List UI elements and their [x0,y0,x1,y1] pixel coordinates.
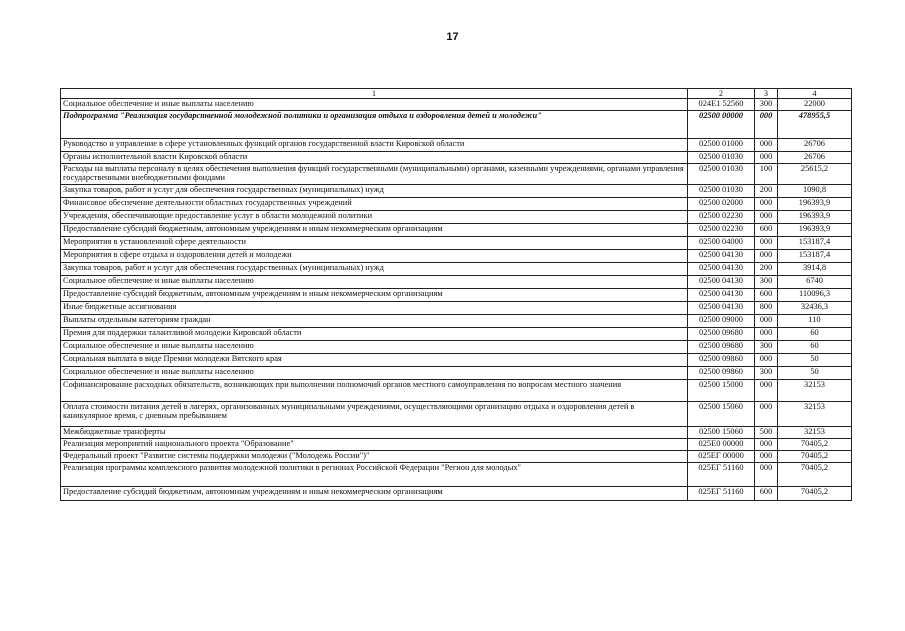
row-code-cell: 02500 15060 [688,427,755,439]
row-vr-cell: 800 [755,302,778,315]
row-name-cell: Социальное обеспечение и иные выплаты населению [61,341,688,354]
row-vr-cell: 100 [755,164,778,185]
row-sum-cell: 110096,3 [778,289,852,302]
row-code-cell: 025EГ 51160 [688,463,755,487]
row-sum-cell: 70405,2 [778,451,852,463]
header-col-2: 2 [688,89,755,99]
row-code-cell: 02500 09860 [688,354,755,367]
row-vr-cell: 000 [755,439,778,451]
row-name-cell: Реализация мероприятий национального проекта "Образование" [61,439,688,451]
row-sum-cell: 25615,2 [778,164,852,185]
header-col-3: 3 [755,89,778,99]
row-code-cell: 02500 04130 [688,302,755,315]
row-code-cell: 02500 04130 [688,289,755,302]
row-sum-cell: 70405,2 [778,487,852,501]
row-code-cell: 02500 01030 [688,185,755,198]
row-name-cell: Закупка товаров, работ и услуг для обеспечения государственных (муниципальных) нужд [61,185,688,198]
table-row [61,111,852,139]
row-vr-cell: 000 [755,152,778,164]
row-sum-cell: 32436,3 [778,302,852,315]
row-code-cell: 02500 09860 [688,367,755,380]
row-code-cell: 02500 15000 [688,380,755,402]
row-sum-cell: 22000 [778,99,852,111]
row-sum-cell: 153187,4 [778,237,852,250]
row-sum-cell: 1090,8 [778,185,852,198]
row-name-cell: Выплаты отдельным категориям граждан [61,315,688,328]
row-vr-cell: 000 [755,315,778,328]
table-row [61,315,852,328]
header-col-1: 1 [61,89,688,99]
row-sum-cell: 50 [778,354,852,367]
row-code-cell: 02500 00000 [688,111,755,139]
table-row [61,99,852,111]
row-sum-cell: 60 [778,341,852,354]
row-vr-cell: 000 [755,111,778,139]
row-name-cell: Социальное обеспечение и иные выплаты населению [61,276,688,289]
table-row [61,302,852,315]
table-row [61,402,852,427]
table-row [61,463,852,487]
row-code-cell: 02500 04130 [688,276,755,289]
row-sum-cell: 196393,9 [778,198,852,211]
row-name-cell: Иные бюджетные ассигнования [61,302,688,315]
row-name-cell: Реализация программы комплексного развития молодежной политики в регионах Российской Федерации "Регион для молодых" [61,463,688,487]
row-vr-cell: 200 [755,185,778,198]
row-name-cell: Предоставление субсидий бюджетным, автономным учреждениям и иным некоммерческим организациям [61,224,688,237]
row-name-cell: Расходы на выплаты персоналу в целях обеспечения выполнения функций государственными (муниципальными) органами, казенными учреждениями, органами управления государственными внебюджетными фондами [61,164,688,185]
row-vr-cell: 500 [755,427,778,439]
row-sum-cell: 196393,9 [778,224,852,237]
row-code-cell: 024E1 52560 [688,99,755,111]
row-sum-cell: 478955,5 [778,111,852,139]
row-vr-cell: 000 [755,237,778,250]
table-row [61,487,852,501]
row-sum-cell: 3914,8 [778,263,852,276]
table-row [61,289,852,302]
row-code-cell: 02500 09000 [688,315,755,328]
table-row [61,276,852,289]
row-sum-cell: 26706 [778,152,852,164]
row-code-cell: 02500 15060 [688,402,755,427]
row-name-cell: Мероприятия в сфере отдыха и оздоровления детей и молодежи [61,250,688,263]
table-row [61,451,852,463]
row-name-cell: Руководство и управление в сфере установленных функций органов государственной власти Кировской области [61,139,688,152]
row-sum-cell: 196393,9 [778,211,852,224]
row-vr-cell: 000 [755,198,778,211]
row-vr-cell: 000 [755,463,778,487]
table-row [61,164,852,185]
table-row [61,380,852,402]
row-vr-cell: 300 [755,276,778,289]
row-sum-cell: 50 [778,367,852,380]
row-vr-cell: 000 [755,380,778,402]
table-row [61,354,852,367]
row-vr-cell: 000 [755,211,778,224]
row-name-cell: Социальная выплата в виде Премии молодежи Вятского края [61,354,688,367]
row-code-cell: 02500 02000 [688,198,755,211]
row-sum-cell: 32153 [778,402,852,427]
row-vr-cell: 000 [755,328,778,341]
row-code-cell: 025EГ 51160 [688,487,755,501]
row-vr-cell: 000 [755,139,778,152]
row-vr-cell: 300 [755,99,778,111]
row-code-cell: 02500 02230 [688,224,755,237]
table-row [61,250,852,263]
table-row [61,211,852,224]
table-row [61,198,852,211]
row-vr-cell: 600 [755,487,778,501]
row-name-cell: Социальное обеспечение и иные выплаты населению [61,367,688,380]
row-name-cell: Федеральный проект "Развитие системы поддержки молодежи ("Молодежь России")" [61,451,688,463]
row-sum-cell: 32153 [778,427,852,439]
row-sum-cell: 60 [778,328,852,341]
row-vr-cell: 600 [755,289,778,302]
table-row [61,237,852,250]
row-vr-cell: 600 [755,224,778,237]
row-code-cell: 02500 01030 [688,152,755,164]
row-code-cell: 02500 01000 [688,139,755,152]
row-vr-cell: 000 [755,250,778,263]
table-row [61,224,852,237]
budget-table [60,88,852,501]
row-vr-cell: 300 [755,341,778,354]
row-code-cell: 025E0 00000 [688,439,755,451]
row-vr-cell: 300 [755,367,778,380]
row-name-cell: Межбюджетные трансферты [61,427,688,439]
row-code-cell: 02500 09680 [688,341,755,354]
row-name-cell: Предоставление субсидий бюджетным, автономным учреждениям и иным некоммерческим организациям [61,487,688,501]
row-code-cell: 02500 02230 [688,211,755,224]
row-vr-cell: 000 [755,451,778,463]
row-name-cell: Премия для поддержки талантливой молодежи Кировской области [61,328,688,341]
row-vr-cell: 000 [755,354,778,367]
row-name-cell: Социальное обеспечение и иные выплаты населению [61,99,688,111]
row-code-cell: 025EГ 00000 [688,451,755,463]
row-vr-cell: 000 [755,402,778,427]
row-sum-cell: 26706 [778,139,852,152]
row-sum-cell: 110 [778,315,852,328]
table-row [61,185,852,198]
row-code-cell: 02500 09680 [688,328,755,341]
page-number: 17 [446,31,459,43]
row-name-cell: Органы исполнительной власти Кировской области [61,152,688,164]
row-sum-cell: 6740 [778,276,852,289]
row-code-cell: 02500 01030 [688,164,755,185]
row-sum-cell: 32153 [778,380,852,402]
row-name-cell: Финансовое обеспечение деятельности областных государственных учреждений [61,198,688,211]
row-name-cell: Софинансирование расходных обязательств, возникающих при выполнении полномочий органов местного самоуправления по вопросам местного значения [61,380,688,402]
row-vr-cell: 200 [755,263,778,276]
table-header-row [61,89,852,99]
row-name-cell: Подпрограмма "Реализация государственной молодежной политики и организация отдыха и оздоровления детей и молодежи" [61,111,688,139]
table-row [61,367,852,380]
header-col-4: 4 [778,89,852,99]
row-name-cell: Закупка товаров, работ и услуг для обеспечения государственных (муниципальных) нужд [61,263,688,276]
row-name-cell: Предоставление субсидий бюджетным, автономным учреждениям и иным некоммерческим организациям [61,289,688,302]
row-sum-cell: 70405,2 [778,463,852,487]
row-sum-cell: 153187,4 [778,250,852,263]
table-row [61,439,852,451]
row-name-cell: Учреждения, обеспечивающие предоставление услуг в области молодежной политики [61,211,688,224]
table-row [61,328,852,341]
table-row [61,341,852,354]
row-code-cell: 02500 04000 [688,237,755,250]
table-row [61,263,852,276]
table-row [61,427,852,439]
table-row [61,152,852,164]
row-code-cell: 02500 04130 [688,263,755,276]
row-name-cell: Оплата стоимости питания детей в лагерях, организованных муниципальными учреждениями, осуществляющими организацию отдыха и оздоровления детей в каникулярное время, с дневным пребыванием [61,402,688,427]
row-name-cell: Мероприятия в установленной сфере деятельности [61,237,688,250]
row-sum-cell: 70405,2 [778,439,852,451]
table-row [61,139,852,152]
row-code-cell: 02500 04130 [688,250,755,263]
